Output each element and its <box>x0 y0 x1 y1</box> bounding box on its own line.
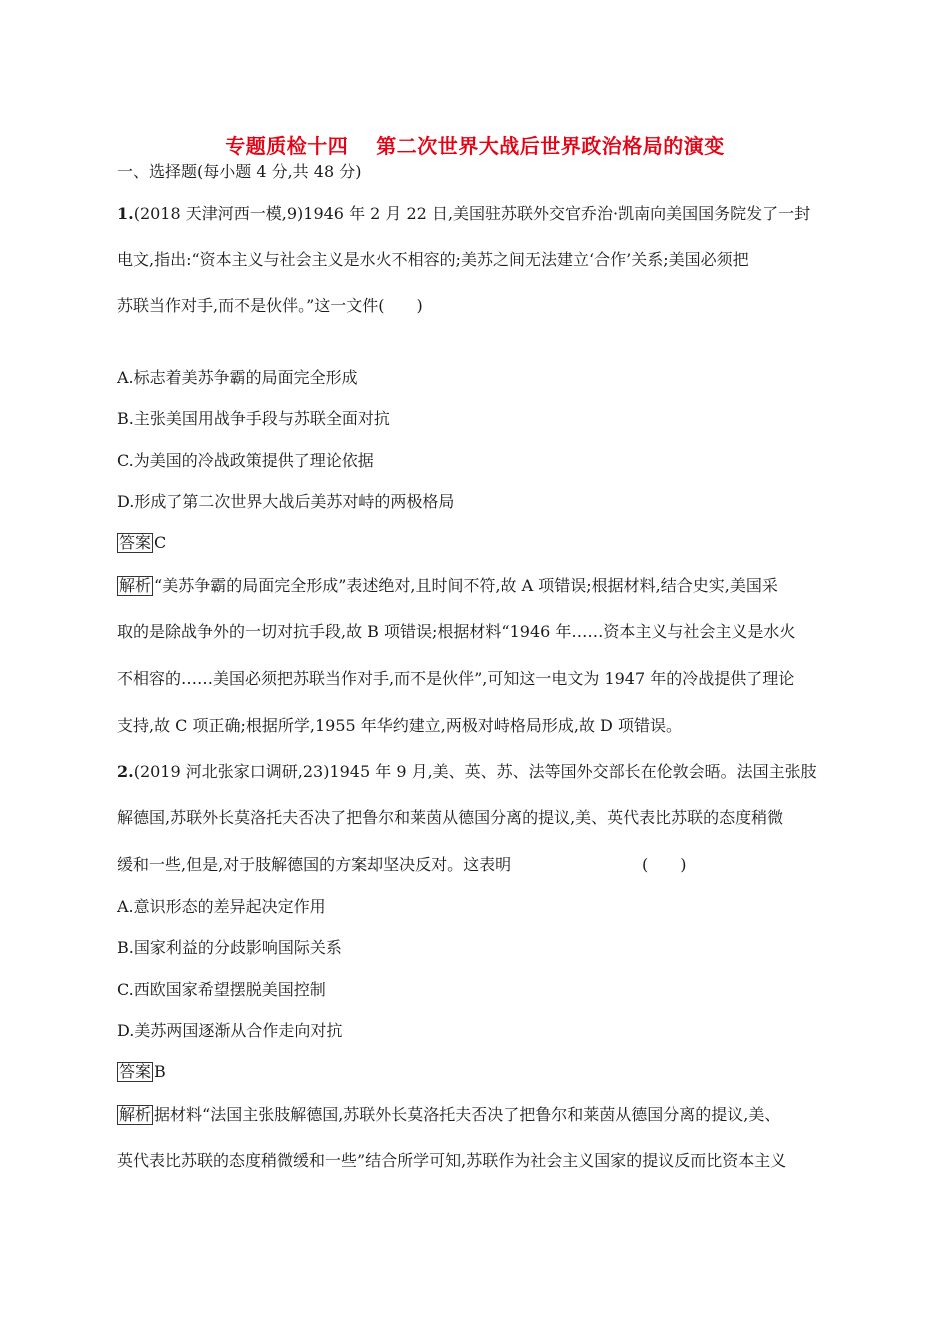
q2-option-c: C.西欧国家希望摆脱美国控制 <box>117 980 326 999</box>
q1-option-c: C.为美国的冷战政策提供了理论依据 <box>117 451 374 470</box>
q2-analysis-line-2: 英代表比苏联的态度稍微缓和一些”结合所学可知,苏联作为社会主义国家的提议反而比资本主义 <box>117 1151 787 1170</box>
q2-number: 2. <box>117 762 134 781</box>
q2-option-d: D.美苏两国逐渐从合作走向对抗 <box>117 1021 343 1040</box>
q2-answer-label: 答案 <box>119 1062 152 1081</box>
q1-option-b: B.主张美国用战争手段与苏联全面对抗 <box>117 409 390 428</box>
q2-option-b: B.国家利益的分歧影响国际关系 <box>117 938 342 957</box>
title-part1: 专题质检十四 <box>225 134 349 158</box>
q2-stem-text-1: (2019 河北张家口调研,23)1945 年 9 月,美、英、苏、法等国外交部长在伦敦会晤。法国主张肢 <box>133 762 817 781</box>
q1-stem-text-1: (2018 天津河西一模,9)1946 年 2 月 22 日,美国驻苏联外交官乔治·凯南向美国国务院发了一封 <box>133 204 811 223</box>
q2-analysis-text-1: 据材料“法国主张肢解德国,苏联外长莫洛托夫否决了把鲁尔和莱茵从德国分离的提议,美、 <box>154 1105 781 1124</box>
q2-answer-paren: ( ) <box>642 855 687 874</box>
section-heading: 一、选择题(每小题 4 分,共 48 分) <box>117 162 362 181</box>
q2-stem-line-2: 解德国,苏联外长莫洛托夫否决了把鲁尔和莱茵从德国分离的提议,美、英代表比苏联的态度稍微 <box>117 808 784 827</box>
q1-answer-label: 答案 <box>119 533 152 552</box>
q2-answer <box>117 1062 166 1082</box>
q1-stem-line-3: 苏联当作对手,而不是伙伴。”这一文件( ) <box>117 296 423 315</box>
q2-answer-value: B <box>154 1062 166 1081</box>
q1-analysis-line-4: 支持,故 C 项正确;根据所学,1955 年华约建立,两极对峙格局形成,故 D 项错误。 <box>117 716 682 735</box>
q1-number: 1. <box>117 204 134 223</box>
q1-option-a: A.标志着美苏争霸的局面完全形成 <box>117 368 358 387</box>
q1-answer <box>117 533 166 553</box>
page-title <box>0 130 950 159</box>
title-part2: 第二次世界大战后世界政治格局的演变 <box>376 134 725 158</box>
q1-answer-value: C <box>154 533 167 552</box>
q2-analysis-line-1 <box>117 1105 780 1125</box>
q2-stem-line-3: 缓和一些,但是,对于肢解德国的方案却坚决反对。这表明 <box>117 855 512 874</box>
q1-stem-line-2: 电文,指出:“资本主义与社会主义是水火不相容的;美苏之间无法建立‘合作’关系;美国必须把 <box>117 250 749 269</box>
q1-analysis-text-1: “美苏争霸的局面完全形成”表述绝对,且时间不符,故 A 项错误;根据材料,结合史实,美国采 <box>154 576 778 595</box>
q1-analysis-line-3: 不相容的……美国必须把苏联当作对手,而不是伙伴”,可知这一电文为 1947 年的冷战提供了理论 <box>117 669 795 688</box>
q1-option-d: D.形成了第二次世界大战后美苏对峙的两极格局 <box>117 492 455 511</box>
q2-stem-line-1 <box>117 762 817 782</box>
q1-stem-line-1 <box>117 204 810 224</box>
q1-analysis-line-2: 取的是除战争外的一切对抗手段,故 B 项错误;根据材料“1946 年……资本主义与社会主义是水火 <box>117 622 796 641</box>
q2-option-a: A.意识形态的差异起决定作用 <box>117 897 326 916</box>
q2-analysis-label: 解析 <box>119 1105 152 1124</box>
q1-analysis-label: 解析 <box>119 576 152 595</box>
q1-analysis-line-1 <box>117 576 778 596</box>
